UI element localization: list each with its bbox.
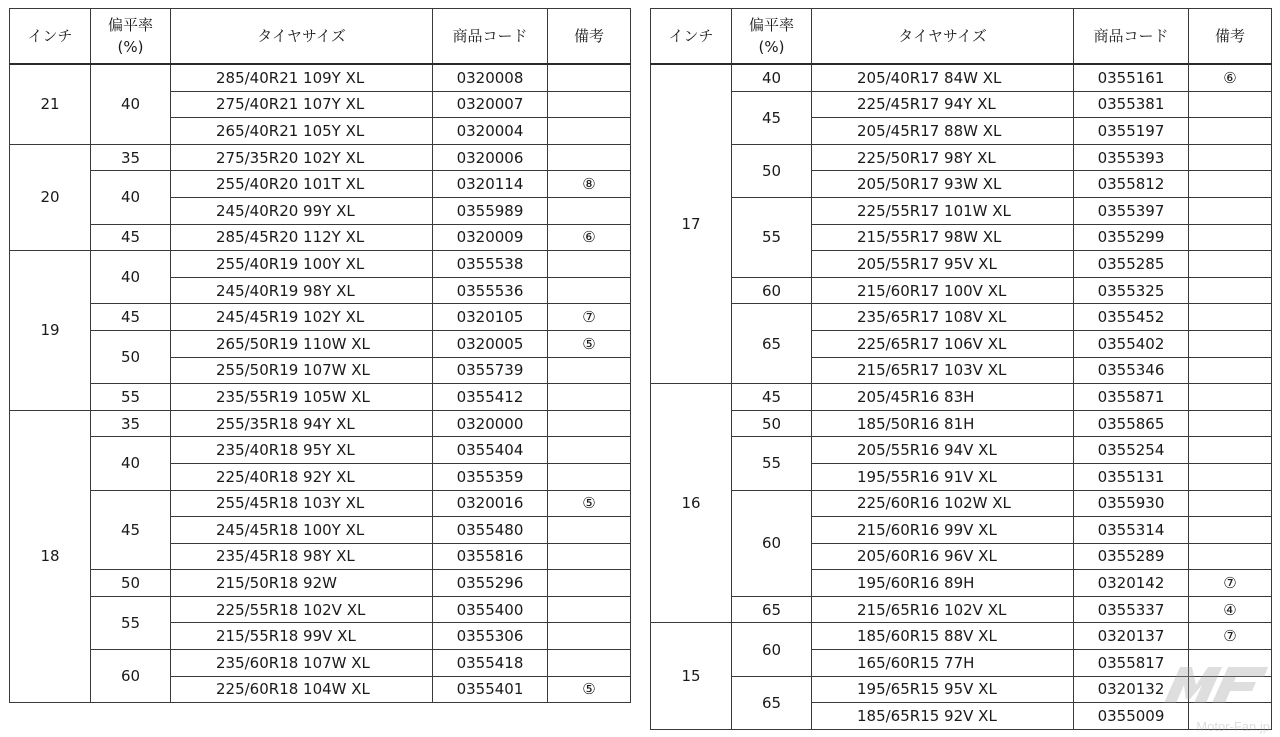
tire-size-cell: 205/50R17 93W XL <box>812 171 1074 198</box>
product-code-cell: 0320142 <box>1074 570 1189 597</box>
tire-size-cell: 185/60R15 88V XL <box>812 623 1074 650</box>
watermark-text: Motor-Fan.jp <box>1196 719 1270 734</box>
tire-size-cell: 235/60R18 107W XL <box>171 650 433 677</box>
table-row <box>10 251 631 278</box>
product-code-cell: 0355816 <box>433 543 548 570</box>
table-row <box>10 410 631 437</box>
aspect-ratio-cell: 35 <box>91 410 171 437</box>
note-cell <box>548 118 631 145</box>
tire-size-cell: 255/45R18 103Y XL <box>171 490 433 517</box>
product-code-cell: 0355412 <box>433 384 548 411</box>
product-code-cell: 0320006 <box>433 144 548 171</box>
product-code-cell: 0320000 <box>433 410 548 437</box>
product-code-cell: 0355400 <box>433 596 548 623</box>
product-code-cell: 0355197 <box>1074 118 1189 145</box>
product-code-cell: 0355325 <box>1074 277 1189 304</box>
note-cell <box>1189 224 1272 251</box>
header-tire-size: タイヤサイズ <box>812 9 1074 65</box>
aspect-ratio-cell: 45 <box>91 490 171 570</box>
tire-size-cell: 225/55R18 102V XL <box>171 596 433 623</box>
tire-size-cell: 255/40R20 101T XL <box>171 171 433 198</box>
product-code-cell: 0355296 <box>433 570 548 597</box>
table-row <box>10 144 631 171</box>
aspect-ratio-cell: 50 <box>91 570 171 597</box>
header-row <box>651 9 1272 65</box>
product-code-cell: 0355254 <box>1074 437 1189 464</box>
note-cell <box>548 277 631 304</box>
note-cell: ⑤ <box>548 330 631 357</box>
product-code-cell: 0320137 <box>1074 623 1189 650</box>
header-inch: インチ <box>10 9 91 65</box>
note-cell <box>548 384 631 411</box>
note-cell <box>1189 304 1272 331</box>
note-cell: ⑤ <box>548 490 631 517</box>
table-row <box>651 437 1272 464</box>
tire-size-cell: 245/45R18 100Y XL <box>171 517 433 544</box>
aspect-ratio-cell: 55 <box>91 384 171 411</box>
product-code-cell: 0355418 <box>433 650 548 677</box>
tire-size-cell: 245/40R20 99Y XL <box>171 197 433 224</box>
note-cell <box>1189 384 1272 411</box>
product-code-cell: 0355871 <box>1074 384 1189 411</box>
product-code-cell: 0355452 <box>1074 304 1189 331</box>
product-code-cell: 0355314 <box>1074 517 1189 544</box>
aspect-ratio-cell: 40 <box>732 64 812 91</box>
aspect-ratio-cell: 65 <box>732 676 812 729</box>
tire-size-cell: 215/60R16 99V XL <box>812 517 1074 544</box>
table-row <box>10 171 631 198</box>
aspect-ratio-cell: 65 <box>732 596 812 623</box>
table-row <box>651 596 1272 623</box>
table-row <box>10 570 631 597</box>
product-code-cell: 0355538 <box>433 251 548 278</box>
product-code-cell: 0355299 <box>1074 224 1189 251</box>
header-aspect-unit: (%) <box>758 38 785 56</box>
table-row <box>651 410 1272 437</box>
aspect-ratio-cell: 60 <box>732 490 812 596</box>
tire-size-cell: 275/35R20 102Y XL <box>171 144 433 171</box>
tire-size-cell: 225/40R18 92Y XL <box>171 463 433 490</box>
product-code-cell: 0355812 <box>1074 171 1189 198</box>
tire-size-cell: 265/50R19 110W XL <box>171 330 433 357</box>
tire-size-cell: 235/65R17 108V XL <box>812 304 1074 331</box>
table-row <box>651 91 1272 118</box>
inch-cell: 17 <box>651 64 732 384</box>
header-aspect-label: 偏平率 <box>748 16 794 34</box>
tire-size-cell: 255/50R19 107W XL <box>171 357 433 384</box>
note-cell: ⑤ <box>548 676 631 703</box>
note-cell: ⑦ <box>1189 570 1272 597</box>
tire-size-cell: 205/45R16 83H <box>812 384 1074 411</box>
product-code-cell: 0355989 <box>433 197 548 224</box>
tire-size-cell: 215/50R18 92W <box>171 570 433 597</box>
tire-size-cell: 265/40R21 105Y XL <box>171 118 433 145</box>
note-cell <box>1189 543 1272 570</box>
header-product-code: 商品コード <box>1074 9 1189 65</box>
table-row <box>651 384 1272 411</box>
note-cell <box>548 543 631 570</box>
motor-fan-watermark-logo <box>1150 655 1272 735</box>
aspect-ratio-cell: 50 <box>91 330 171 383</box>
aspect-ratio-cell: 45 <box>91 304 171 331</box>
product-code-cell: 0355480 <box>433 517 548 544</box>
table-row <box>10 650 631 677</box>
tire-size-cell: 225/45R17 94Y XL <box>812 91 1074 118</box>
note-cell <box>1189 410 1272 437</box>
table-row <box>651 277 1272 304</box>
note-cell: ⑥ <box>548 224 631 251</box>
note-cell <box>548 91 631 118</box>
tire-size-cell: 225/60R18 104W XL <box>171 676 433 703</box>
table-row <box>10 437 631 464</box>
aspect-ratio-cell: 60 <box>91 650 171 703</box>
aspect-ratio-cell: 40 <box>91 251 171 304</box>
product-code-cell: 0355009 <box>1074 703 1189 730</box>
product-code-cell: 0355865 <box>1074 410 1189 437</box>
header-note: 備考 <box>548 9 631 65</box>
header-aspect-unit: (%) <box>117 38 144 56</box>
header-note: 備考 <box>1189 9 1272 65</box>
tire-size-cell: 195/65R15 95V XL <box>812 676 1074 703</box>
product-code-cell: 0355930 <box>1074 490 1189 517</box>
aspect-ratio-cell: 40 <box>91 437 171 490</box>
tire-size-table-left <box>9 8 631 703</box>
product-code-cell: 0355359 <box>433 463 548 490</box>
product-code-cell: 0355346 <box>1074 357 1189 384</box>
inch-cell: 20 <box>10 144 91 250</box>
table-row <box>10 384 631 411</box>
table-row <box>651 490 1272 517</box>
tire-size-table-right <box>650 8 1272 730</box>
table-row <box>10 330 631 357</box>
aspect-ratio-cell: 45 <box>732 384 812 411</box>
product-code-cell: 0355404 <box>433 437 548 464</box>
tire-size-cell: 245/40R19 98Y XL <box>171 277 433 304</box>
inch-cell: 18 <box>10 410 91 703</box>
table-row <box>10 490 631 517</box>
note-cell <box>1189 490 1272 517</box>
product-code-cell: 0355337 <box>1074 596 1189 623</box>
note-cell <box>1189 118 1272 145</box>
product-code-cell: 0320005 <box>433 330 548 357</box>
table-row <box>651 197 1272 224</box>
note-cell: ⑦ <box>1189 623 1272 650</box>
inch-cell: 19 <box>10 251 91 411</box>
tire-size-cell: 215/65R17 103V XL <box>812 357 1074 384</box>
tire-size-cell: 235/55R19 105W XL <box>171 384 433 411</box>
table-row <box>10 304 631 331</box>
note-cell <box>548 251 631 278</box>
tire-size-cell: 205/60R16 96V XL <box>812 543 1074 570</box>
product-code-cell: 0355402 <box>1074 330 1189 357</box>
header-inch: インチ <box>651 9 732 65</box>
tire-size-cell: 185/65R15 92V XL <box>812 703 1074 730</box>
tire-size-cell: 195/60R16 89H <box>812 570 1074 597</box>
header-tire-size: タイヤサイズ <box>171 9 433 65</box>
note-cell <box>1189 357 1272 384</box>
tire-size-cell: 215/65R16 102V XL <box>812 596 1074 623</box>
header-aspect-label: 偏平率 <box>107 16 153 34</box>
table-row <box>651 144 1272 171</box>
note-cell <box>548 623 631 650</box>
product-code-cell: 0355306 <box>433 623 548 650</box>
header-aspect-ratio <box>732 9 812 65</box>
note-cell <box>548 410 631 437</box>
note-cell <box>1189 517 1272 544</box>
tire-size-cell: 205/45R17 88W XL <box>812 118 1074 145</box>
product-code-cell: 0355285 <box>1074 251 1189 278</box>
product-code-cell: 0355393 <box>1074 144 1189 171</box>
note-cell <box>1189 144 1272 171</box>
product-code-cell: 0320004 <box>433 118 548 145</box>
tire-size-cell: 215/55R18 99V XL <box>171 623 433 650</box>
table-row <box>10 224 631 251</box>
product-code-cell: 0355739 <box>433 357 548 384</box>
product-code-cell: 0355381 <box>1074 91 1189 118</box>
product-code-cell: 0320105 <box>433 304 548 331</box>
product-code-cell: 0355536 <box>433 277 548 304</box>
note-cell <box>548 463 631 490</box>
product-code-cell: 0320007 <box>433 91 548 118</box>
product-code-cell: 0320132 <box>1074 676 1189 703</box>
tire-size-cell: 225/55R17 101W XL <box>812 197 1074 224</box>
note-cell <box>548 596 631 623</box>
tire-size-cell: 245/45R19 102Y XL <box>171 304 433 331</box>
aspect-ratio-cell: 60 <box>732 623 812 676</box>
note-cell <box>548 197 631 224</box>
tire-size-cell: 185/50R16 81H <box>812 410 1074 437</box>
product-code-cell: 0355817 <box>1074 650 1189 677</box>
note-cell <box>1189 437 1272 464</box>
note-cell: ④ <box>1189 596 1272 623</box>
table-row <box>651 64 1272 91</box>
table-row <box>10 64 631 91</box>
note-cell <box>1189 277 1272 304</box>
note-cell <box>1189 197 1272 224</box>
inch-cell: 21 <box>10 64 91 144</box>
table-row <box>10 596 631 623</box>
note-cell <box>548 437 631 464</box>
product-code-cell: 0320114 <box>433 171 548 198</box>
aspect-ratio-cell: 35 <box>91 144 171 171</box>
tire-size-cell: 215/55R17 98W XL <box>812 224 1074 251</box>
tire-size-cell: 285/40R21 109Y XL <box>171 64 433 91</box>
tire-size-cell: 205/55R16 94V XL <box>812 437 1074 464</box>
note-cell <box>1189 171 1272 198</box>
inch-cell: 15 <box>651 623 732 729</box>
product-code-cell: 0355397 <box>1074 197 1189 224</box>
note-cell <box>1189 463 1272 490</box>
tire-size-cell: 195/55R16 91V XL <box>812 463 1074 490</box>
note-cell <box>548 144 631 171</box>
note-cell <box>1189 330 1272 357</box>
tire-size-cell: 275/40R21 107Y XL <box>171 91 433 118</box>
note-cell <box>548 357 631 384</box>
note-cell: ⑦ <box>548 304 631 331</box>
tire-size-cell: 255/35R18 94Y XL <box>171 410 433 437</box>
tire-size-cell: 225/65R17 106V XL <box>812 330 1074 357</box>
aspect-ratio-cell: 40 <box>91 171 171 224</box>
tire-size-cell: 215/60R17 100V XL <box>812 277 1074 304</box>
aspect-ratio-cell: 50 <box>732 410 812 437</box>
tire-size-cell: 235/45R18 98Y XL <box>171 543 433 570</box>
note-cell: ⑥ <box>1189 64 1272 91</box>
product-code-cell: 0320009 <box>433 224 548 251</box>
aspect-ratio-cell: 50 <box>732 144 812 197</box>
header-product-code: 商品コード <box>433 9 548 65</box>
tire-size-cell: 255/40R19 100Y XL <box>171 251 433 278</box>
product-code-cell: 0355401 <box>433 676 548 703</box>
product-code-cell: 0355131 <box>1074 463 1189 490</box>
aspect-ratio-cell: 65 <box>732 304 812 384</box>
tire-size-cell: 205/40R17 84W XL <box>812 64 1074 91</box>
note-cell <box>548 517 631 544</box>
tire-size-cell: 285/45R20 112Y XL <box>171 224 433 251</box>
inch-cell: 16 <box>651 384 732 623</box>
note-cell <box>548 650 631 677</box>
product-code-cell: 0355161 <box>1074 64 1189 91</box>
aspect-ratio-cell: 40 <box>91 64 171 144</box>
table-row <box>651 623 1272 650</box>
tire-size-cell: 165/60R15 77H <box>812 650 1074 677</box>
note-cell <box>1189 91 1272 118</box>
aspect-ratio-cell: 55 <box>91 596 171 649</box>
table-row <box>651 304 1272 331</box>
header-row <box>10 9 631 65</box>
aspect-ratio-cell: 45 <box>732 91 812 144</box>
aspect-ratio-cell: 55 <box>732 437 812 490</box>
product-code-cell: 0320016 <box>433 490 548 517</box>
tire-size-cell: 225/60R16 102W XL <box>812 490 1074 517</box>
tire-size-cell: 235/40R18 95Y XL <box>171 437 433 464</box>
note-cell: ⑧ <box>548 171 631 198</box>
note-cell <box>1189 251 1272 278</box>
note-cell <box>548 64 631 91</box>
tire-size-cell: 225/50R17 98Y XL <box>812 144 1074 171</box>
product-code-cell: 0320008 <box>433 64 548 91</box>
note-cell <box>548 570 631 597</box>
aspect-ratio-cell: 55 <box>732 197 812 277</box>
aspect-ratio-cell: 45 <box>91 224 171 251</box>
header-aspect-ratio <box>91 9 171 65</box>
product-code-cell: 0355289 <box>1074 543 1189 570</box>
aspect-ratio-cell: 60 <box>732 277 812 304</box>
tire-size-cell: 205/55R17 95V XL <box>812 251 1074 278</box>
